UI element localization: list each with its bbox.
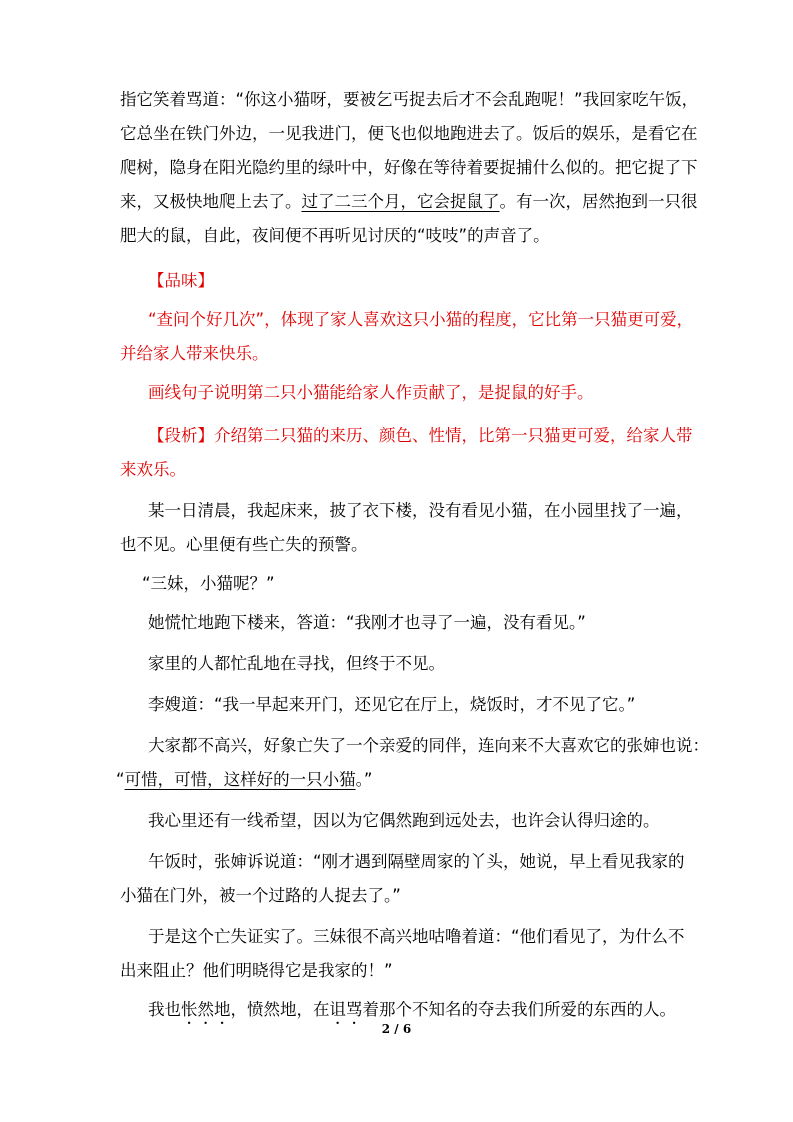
pinwei-heading: 【品味】 (148, 271, 214, 290)
text-line: 出来阻止？他们明晓得它是我家的！” (120, 961, 393, 980)
dialogue-line: “三妹，小猫呢？” (142, 574, 275, 593)
text-line: 她慌忙地跑下楼来，答道：“我刚才也寻了一遍，没有看见。” (148, 613, 586, 632)
text-line: 它总坐在铁门外边，一见我进门，便飞也似地跑进去了。饭后的娱乐，是看它在 (120, 124, 698, 143)
duanxi-analysis-cont: 来欢乐。 (120, 460, 186, 479)
text-line: 也不见。心里便有些亡失的预警。 (120, 535, 368, 554)
text-line: 大家都不高兴，好象亡失了一个亲爱的同伴，连向来不大喜欢它的张婶也说： (148, 736, 709, 755)
text-line: 来，又极快地爬上去了。过了二三个月，它会捉鼠了。有一次，居然抱到一只很 (120, 192, 698, 211)
emphasized-word: 诅骂 (329, 1000, 363, 1019)
text-line: 小猫在门外，被一个过路的人捉去了。” (120, 886, 401, 905)
text-line: 我也怅然地，愤然地，在诅骂着那个不知名的夺去我们所爱的东西的人。 (148, 1000, 676, 1019)
text-line: 午饭时，张婶诉说道：“刚才遇到隔壁周家的丫头，她说，早上看见我家的 (148, 852, 685, 871)
text-line: 我心里还有一线希望，因以为它偶然跑到远处去，也许会认得归途的。 (148, 811, 660, 830)
text-line: 指它笑着骂道：“你这小猫呀，要被乞丐捉去后才不会乱跑呢！”我回家吃午饭， (120, 90, 699, 109)
underlined-sentence: 过了二三个月，它会捉鼠了 (301, 192, 500, 211)
pinwei-comment-2: 画线句子说明第二只小猫能给家人作贡献了，是捉鼠的好手。 (148, 383, 594, 402)
text-line: “可惜，可惜，这样好的一只小猫。” (116, 770, 373, 789)
pinwei-comment-cont: 并给家人带来快乐。 (120, 344, 269, 363)
text-line: 李嫂道：“我一早起来开门，还见它在厅上，烧饭时，才不见了它。” (148, 695, 636, 714)
text-line: 爬树，隐身在阳光隐约里的绿叶中，好像在等待着要捉捕什么似的。把它捉了下 (120, 158, 698, 177)
emphasized-word: 怅然地 (181, 1000, 231, 1019)
pinwei-comment: “查问个好几次”，体现了家人喜欢这只小猫的程度，它比第一只猫更可爱， (148, 310, 694, 329)
underlined-sentence: 可惜，可惜，这样好的一只小猫 (124, 770, 356, 789)
text-line: 于是这个亡失证实了。三妹很不高兴地咕噜着道：“他们看见了，为什么不 (148, 927, 685, 946)
text-line: 家里的人都忙乱地在寻找，但终于不见。 (148, 654, 445, 673)
duanxi-analysis: 【段析】介绍第二只猫的来历、颜色、性情，比第一只猫更可爱，给家人带 (148, 426, 693, 445)
text-line: 肥大的鼠，自此，夜间便不再听见讨厌的“吱吱”的声音了。 (120, 226, 550, 245)
page-number: 2 / 6 (381, 1022, 412, 1036)
text-line: 某一日清晨，我起床来，披了衣下楼，没有看见小猫，在小园里找了一遍， (148, 501, 693, 520)
